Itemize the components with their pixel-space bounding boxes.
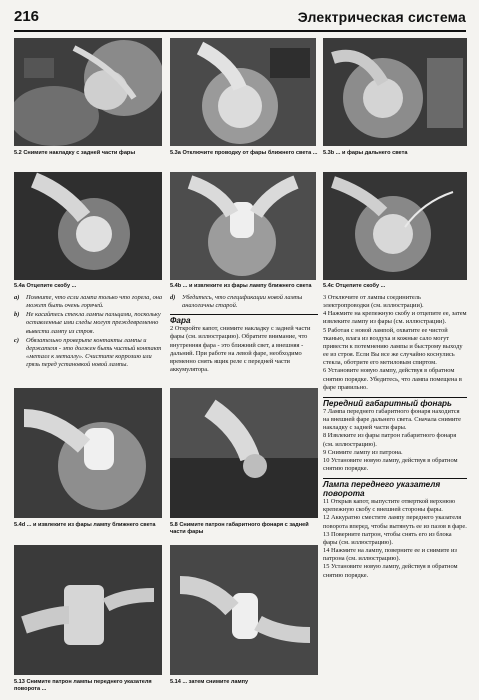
caption-5-2: 5.2 Снимите накладку с задней части фары — [14, 150, 136, 156]
paragraph-3: 3 Отключите от лампы соединитель электропроводки (см. иллюстрации). — [323, 294, 424, 310]
caption-5-8: 5.8 Снимите патрон габаритного фонаря с задней части фары — [170, 522, 309, 535]
paragraph-4: 4 Нажмите на крепежную скобу и отцепите ее, затем извлеките лампу из фары (см. иллюстрации). — [323, 310, 467, 326]
caption-5-3b: 5.3b ... и фары дальнего света — [323, 150, 408, 156]
note-a: a) Помните, что если лампа только что горела, она может быть очень горячей. — [14, 294, 163, 310]
paragraph-5: 5 Работая с новой лампой, охватите ее чистой тканью, влага из воздуха и кожные сало могут привести к потемнению лампы и быстрому выходу ее из строя. Если Вы все же случайно коснулись стекла, оботрите его метиловым спиртом. — [323, 326, 463, 367]
paragraph-11: 11 Открыв капот, выпустите отверткой верхнюю крепежную скобу с внешней стороны фары. — [323, 498, 456, 514]
column-3-text — [323, 294, 467, 580]
column-2-text — [170, 294, 318, 374]
paragraph-7: 7 Лампа переднего габаритного фонаря находится на внешней фаре дальнего света. Сначала снимите накладку с задней части фары. — [323, 407, 462, 432]
notes-list — [14, 294, 164, 370]
photo-5-13 — [14, 545, 162, 675]
photo-5-8 — [170, 388, 318, 518]
note-c: c) Обязательно проверьте контакты лампы и держателя - это должен быть чистый контакт «металл к металлу». Счистите коррозию или грязь перед установкой новой лампы. — [14, 336, 162, 369]
page-number: 216 — [14, 8, 40, 25]
note-b: b) Не касайтесь стекла лампы пальцами, поскольку оставленные ими следы могут преждевременно вывести лампу из строя. — [14, 311, 161, 335]
paragraph-6: 6 Установите новую лампу, действуя в обратном снятию порядке. Убедитесь, что лампа помещена в фаре правильно. — [323, 367, 462, 391]
photo-5-3b — [323, 38, 467, 146]
paragraph-10: 10 Установите новую лампу, действуя в обратном снятию порядке. — [323, 456, 458, 472]
paragraph-14: 14 Нажмите на лампу, поверните ее и снимите из патрона (см. иллюстрацию). — [323, 547, 457, 563]
caption-5-13: 5.13 Снимите патрон лампы переднего указателя поворота ... — [14, 679, 152, 692]
caption-5-4d: 5.4d ... и извлеките из фары лампу ближнего света — [14, 522, 156, 528]
caption-5-4b: 5.4b ... и извлеките из фары лампу ближнего света — [170, 283, 312, 289]
photo-5-4c — [323, 172, 467, 280]
photo-5-4d — [14, 388, 162, 518]
caption-5-4c: 5.4c Отцепите скобу ... — [323, 283, 386, 289]
paragraph-2: 2 Откройте капот, снимите накладку с задней части фары (см. иллюстрацию). Обратите внимание, что внутренняя фара - это ближний свет, а внешняя - дальний. При работе на левой фаре, необходимо временно снять ящик реле с передней части аккумулятора. — [170, 325, 311, 374]
note-d: d) Убедитесь, что спецификации новой лампы аналогичны старой. — [170, 294, 303, 310]
paragraph-15: 15 Установите новую лампу, действуя в обратном снятию порядке. — [323, 563, 458, 579]
heading-front-indicator: Лампа переднего указателя поворота — [323, 478, 467, 498]
section-title: Электрическая система — [297, 9, 466, 25]
page-header — [14, 8, 466, 32]
heading-fara: Фара — [170, 314, 318, 325]
paragraph-9: 9 Снимите лампу из патрона. — [323, 448, 403, 456]
caption-5-14: 5.14 ... затем снимите лампу — [170, 679, 249, 685]
caption-5-3a: 5.3a Отключите проводку от фары ближнего света ... — [170, 150, 318, 156]
paragraph-12: 12 Аккуратно сместите лампу переднего указателя поворота вперед, чтобы вытянуть ее из пазов в фаре. — [323, 514, 467, 530]
heading-front-sidelight: Передний габаритный фонарь — [323, 397, 467, 408]
photo-5-2 — [14, 38, 162, 146]
caption-5-4a: 5.4a Отцепите скобу ... — [14, 283, 77, 289]
paragraph-8: 8 Извлеките из фары патрон габаритного фонаря (см. иллюстрацию). — [323, 432, 457, 448]
photo-5-3a — [170, 38, 316, 146]
photo-5-4a — [14, 172, 162, 280]
photo-5-4b — [170, 172, 316, 280]
paragraph-13: 13 Поверните патрон, чтобы снять его из блока фары (см. иллюстрацию). — [323, 530, 452, 546]
photo-5-14 — [170, 545, 318, 675]
